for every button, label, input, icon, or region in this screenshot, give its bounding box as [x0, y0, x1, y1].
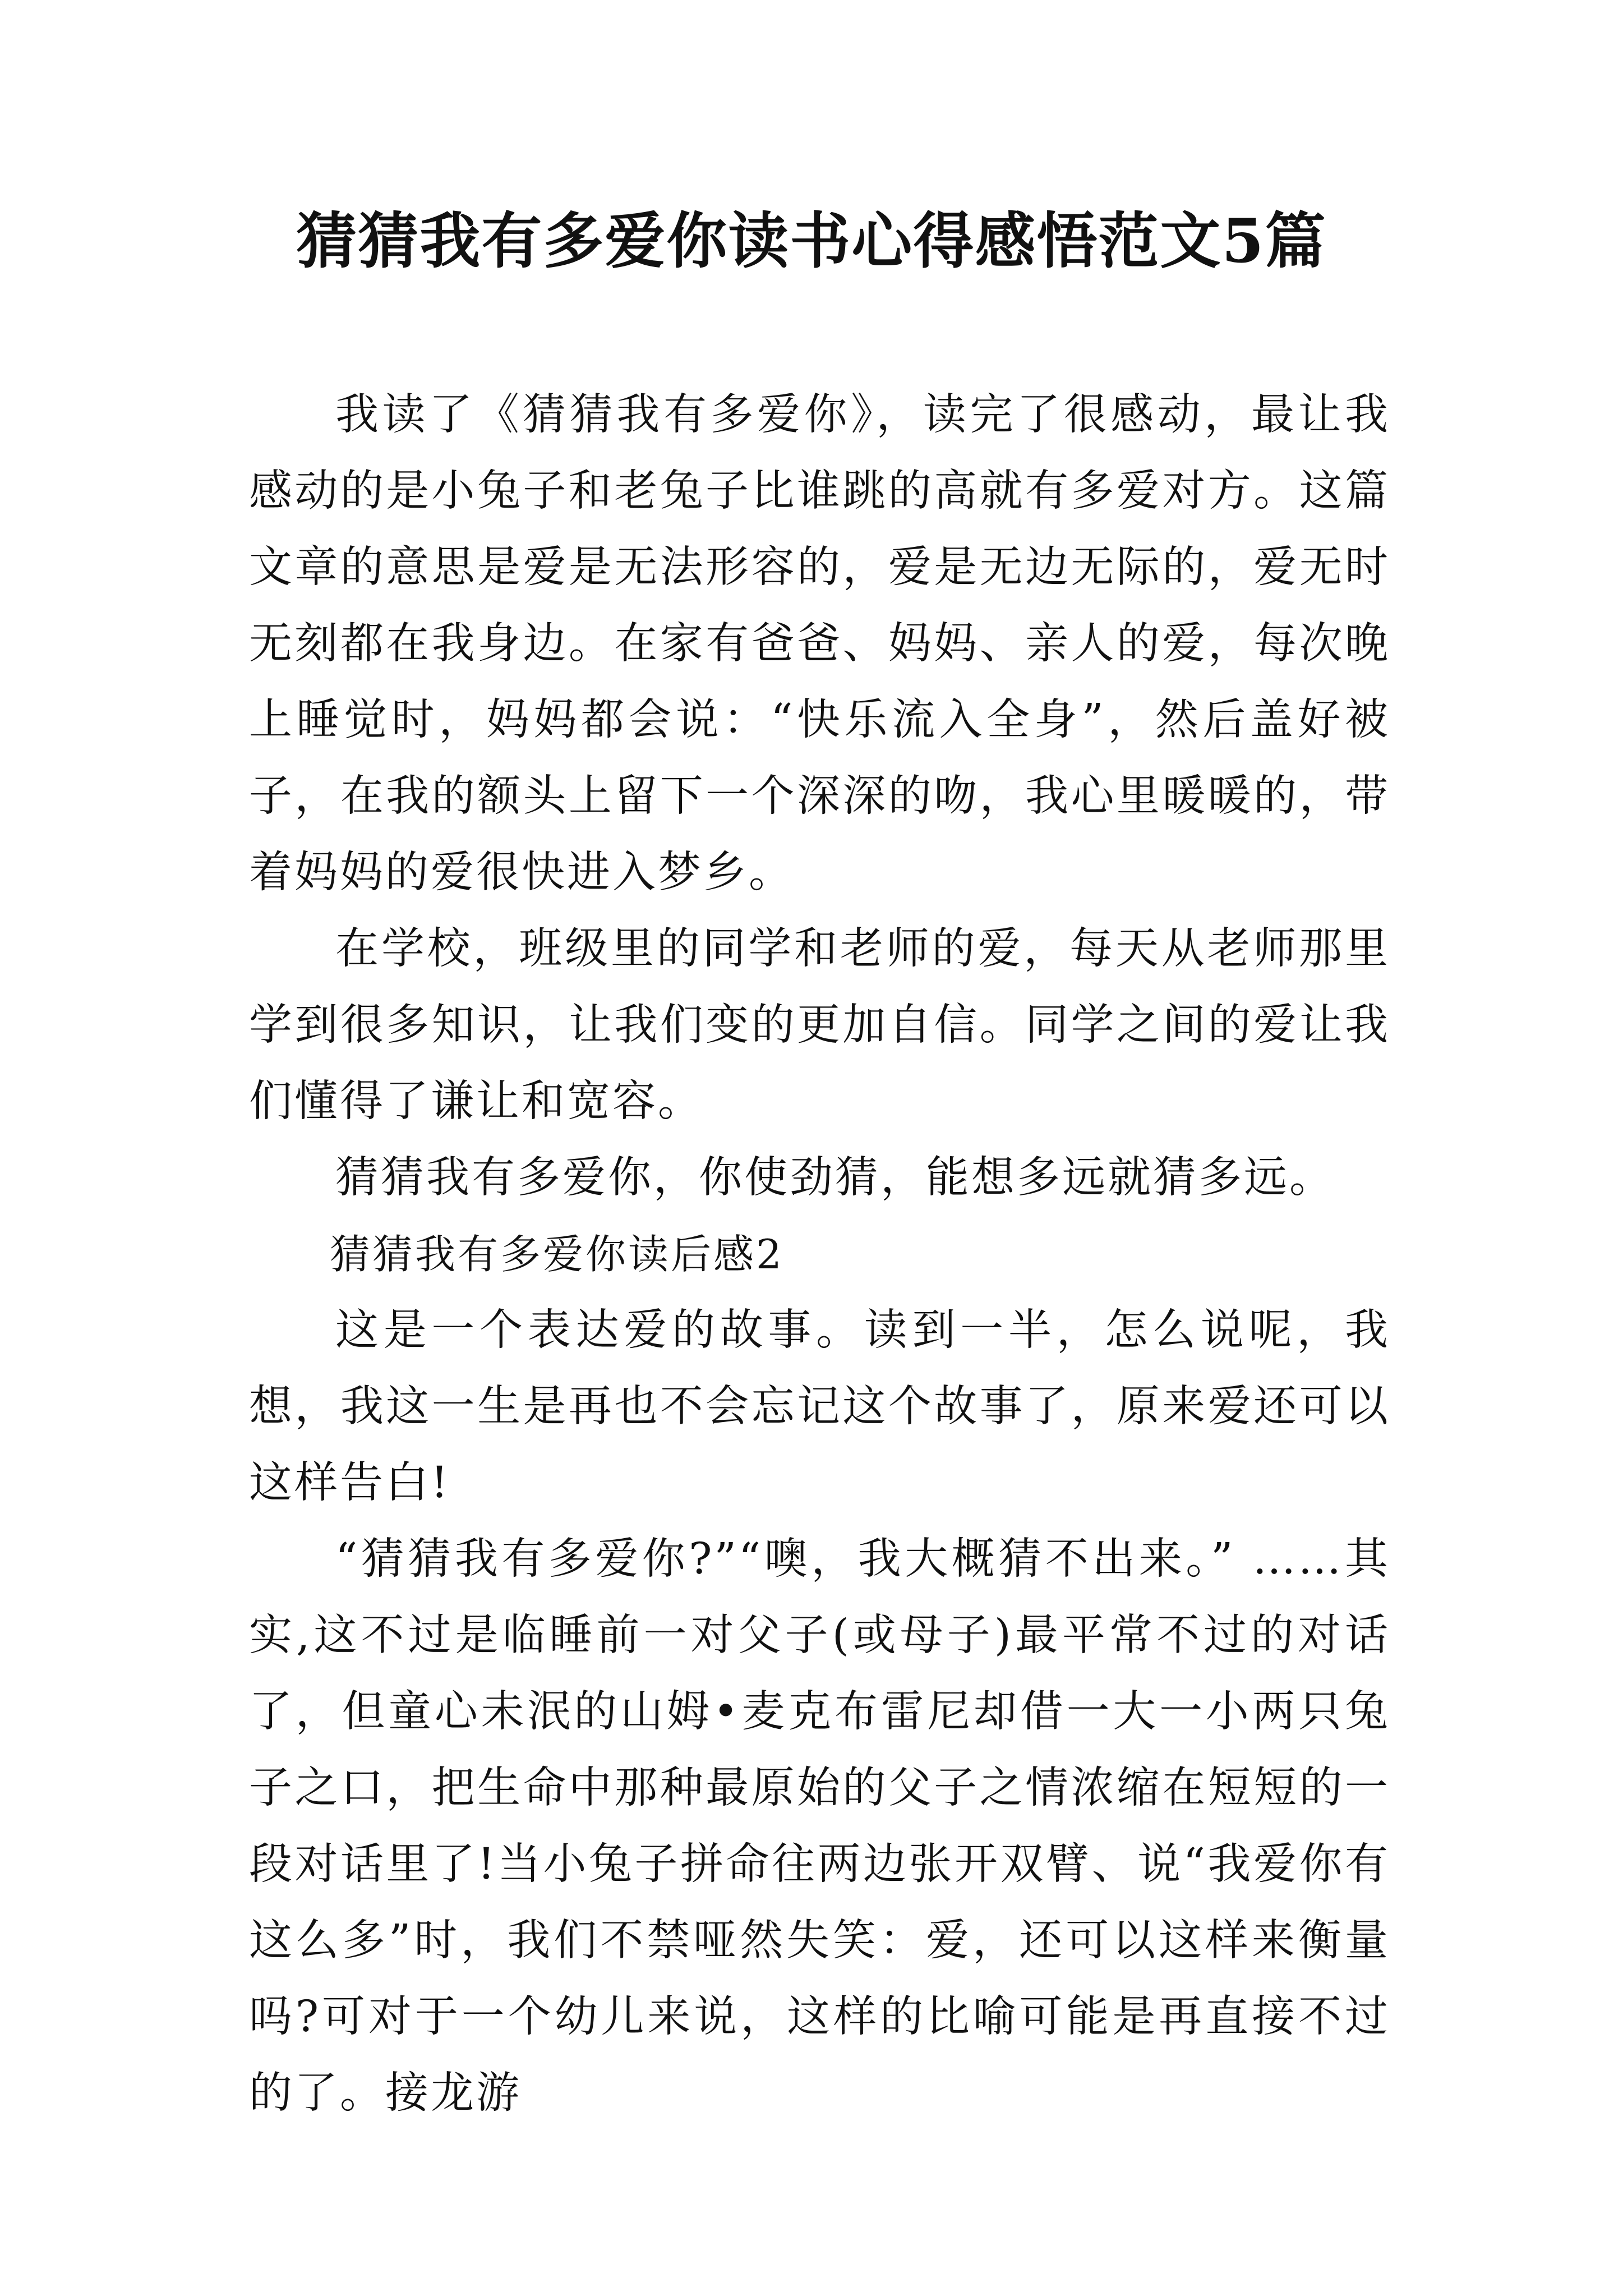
paragraph-3: 猜猜我有多爱你，你使劲猜，能想多远就猜多远。	[335, 1153, 1335, 1203]
section-heading-2: 猜猜我有多爱你读后感2	[330, 1231, 784, 1278]
document-body	[249, 377, 1390, 2132]
paragraph-4: 这是一个表达爱的故事。读到一半，怎么说呢，我想，我这一生是再也不会忘记这个故事了，原来爱还可以这样告白!	[249, 1305, 1390, 1508]
paragraph-5: “猜猜我有多爱你?”“噢，我大概猜不出来。” ……其实,这不过是临睡前一对父子(或母子)最平常不过的对话了，但童心未泯的山姆•麦克布雷尼却借一大一小两只兔子之口，把生命中那种最原始的父子之情浓缩在短短的一段对话里了!当小兔子拼命往两边张开双臂、说“我爱你有这么多”时，我们不禁哑然失笑：爱，还可以这样来衡量吗?可对于一个幼儿来说，这样的比喻可能是再直接不过的了。接龙游	[249, 1534, 1390, 2118]
paragraph-2: 在学校，班级里的同学和老师的爱，每天从老师那里学到很多知识，让我们变的更加自信。同学之间的爱让我们懂得了谦让和宽容。	[249, 924, 1390, 1126]
paragraph-1: 我读了《猜猜我有多爱你》，读完了很感动，最让我感动的是小兔子和老兔子比谁跳的高就有多爱对方。这篇文章的意思是爱是无法形容的，爱是无边无际的，爱无时无刻都在我身边。在家有爸爸、妈妈、亲人的爱，每次晚上睡觉时，妈妈都会说：“快乐流入全身”，然后盖好被子，在我的额头上留下一个深深的吻，我心里暖暖的，带着妈妈的爱很快进入梦乡。	[249, 390, 1390, 898]
document-title: 猜猜我有多爱你读书心得感悟范文5篇	[296, 206, 1327, 277]
